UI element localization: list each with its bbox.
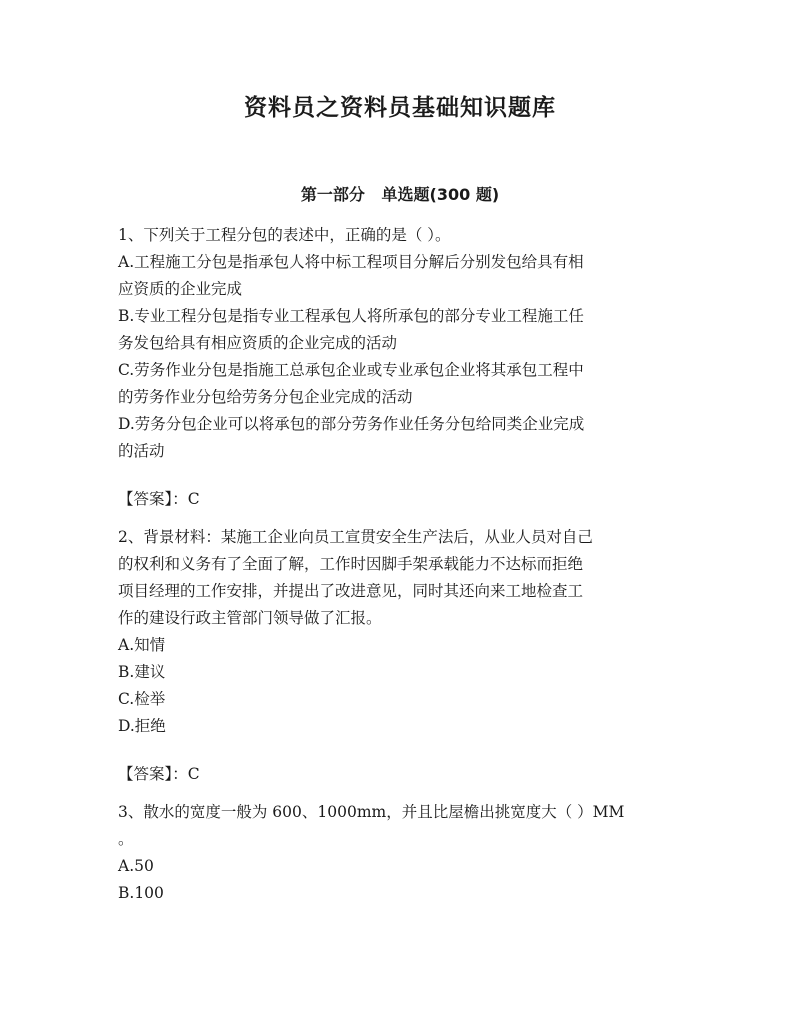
option-a-line-1: A.工程施工分包是指承包人将中标工程项目分解后分别发包给具有相 — [118, 253, 584, 271]
question-2 — [118, 524, 684, 788]
option-a: A.知情 — [118, 636, 166, 654]
answer-2: 【答案】：C — [118, 765, 200, 783]
document-title: 资料员之资料员基础知识题库 — [244, 95, 556, 121]
question-stem-line: 2、背景材料：某施工企业向员工宣贯安全生产法后，从业人员对自己 — [118, 528, 593, 546]
section-heading: 第一部分 单选题(300 题) — [300, 185, 500, 204]
answer-1: 【答案】：C — [118, 490, 200, 508]
option-a-line-2: 应资质的企业完成 — [118, 280, 243, 298]
question-stem-line: 作的建设行政主管部门领导做了汇报。 — [118, 609, 382, 627]
option-d: D.拒绝 — [118, 717, 166, 735]
question-list — [118, 222, 684, 907]
question-3 — [118, 799, 684, 907]
option-d-line-1: D.劳务分包企业可以将承包的部分劳务作业任务分包给同类企业完成 — [118, 415, 585, 433]
option-b-line-1: B.专业工程分包是指专业工程承包人将所承包的部分专业工程施工任 — [118, 307, 584, 325]
option-b-line-2: 务发包给具有相应资质的企业完成的活动 — [118, 334, 398, 352]
question-stem-line: 项目经理的工作安排，并提出了改进意见，同时其还向来工地检查工 — [118, 582, 584, 600]
option-b: B.100 — [118, 884, 164, 902]
question-stem-line: 3、散水的宽度一般为 600、1000mm，并且比屋檐出挑宽度大（ ）MM — [118, 803, 625, 821]
option-c: C.检举 — [118, 690, 166, 708]
question-stem-line: 的权利和义务有了全面了解，工作时因脚手架承载能力不达标而拒绝 — [118, 555, 584, 573]
option-d-line-2: 的活动 — [118, 442, 165, 460]
option-a: A.50 — [118, 857, 154, 875]
option-c-line-2: 的劳务作业分包给劳务分包企业完成的活动 — [118, 388, 413, 406]
option-b: B.建议 — [118, 663, 166, 681]
question-stem-line: 1、下列关于工程分包的表述中，正确的是（ ）。 — [118, 226, 451, 244]
option-c-line-1: C.劳务作业分包是指施工总承包企业或专业承包企业将其承包工程中 — [118, 361, 584, 379]
question-stem-line: 。 — [118, 830, 134, 848]
question-1 — [118, 222, 684, 513]
